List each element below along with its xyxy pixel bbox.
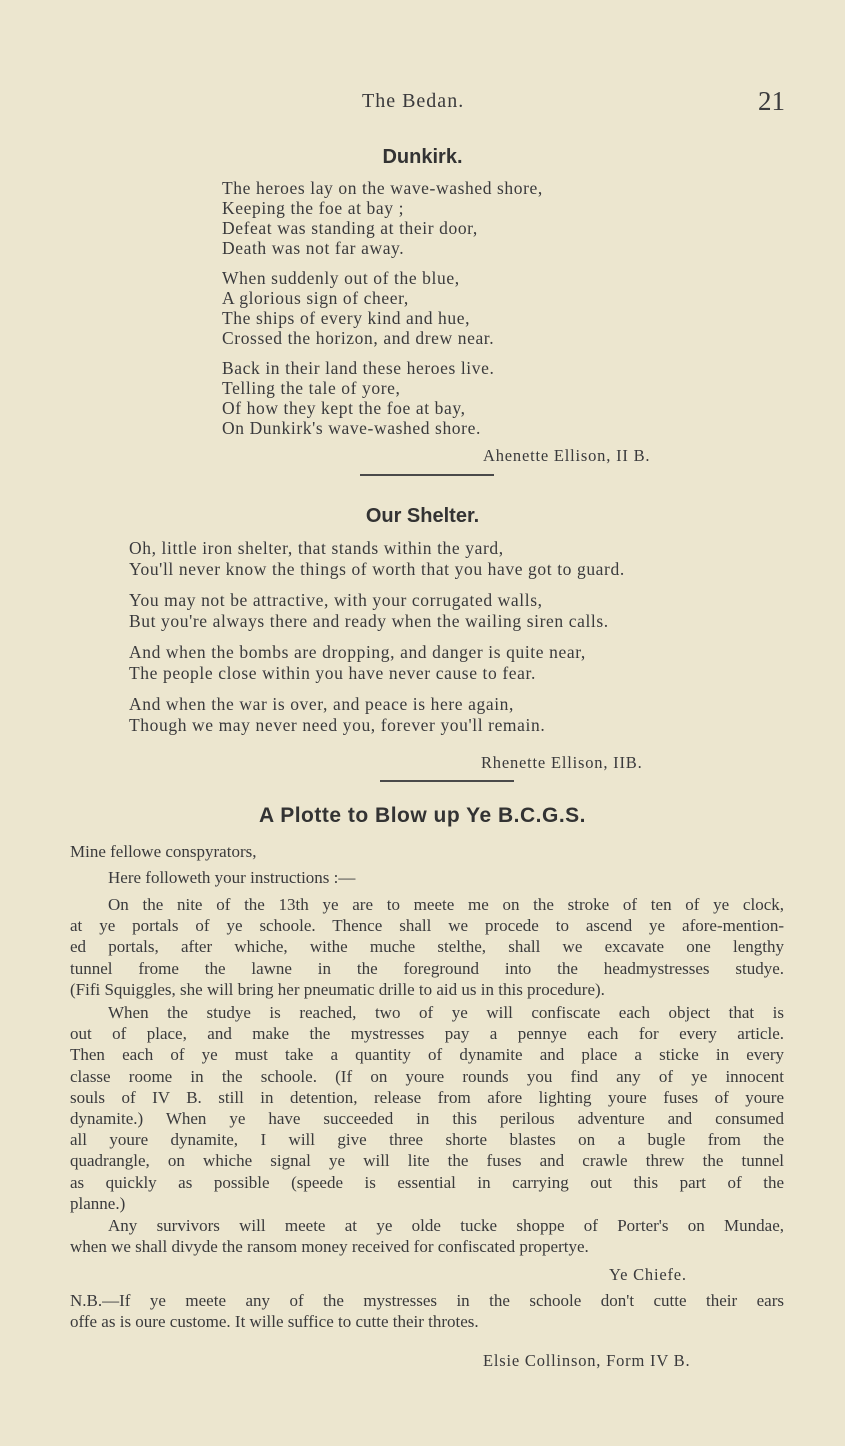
text-line: offe as is oure custome. It wille suffice to cutte their throtes. [70, 1312, 479, 1332]
section-divider [360, 474, 494, 476]
poem-line: A glorious sign of cheer, [222, 288, 409, 308]
text-line: when we shall divyde the ransom money received for confiscated propertye. [70, 1237, 589, 1257]
postscript [70, 1290, 784, 1332]
poem-line: The heroes lay on the wave-washed shore, [222, 178, 543, 198]
stanza [222, 268, 543, 348]
byline-plotte: Elsie Collinson, Form IV B. [483, 1351, 691, 1370]
text-line: (Fifi Squiggles, she will bring her pneumatic drille to aid us in this procedure). [70, 979, 605, 999]
text-line: as quickly as possible (speede is essential in carrying out this part of the [70, 1172, 784, 1192]
text-line: at ye portals of ye schoole. Thence shall we procede to ascend ye afore-mention- [70, 916, 784, 936]
stanza [222, 358, 543, 438]
text-line: tunnel frome the lawne in the foreground into the headmystresses studye. [70, 958, 784, 978]
stanza [129, 590, 625, 632]
poem-line: But you're always there and ready when the wailing siren calls. [129, 611, 609, 631]
signoff: Ye Chiefe. [609, 1265, 687, 1284]
paragraph-3 [70, 1215, 784, 1257]
byline-shelter: Rhenette Ellison, IIB. [481, 753, 643, 772]
poem-line: When suddenly out of the blue, [222, 268, 460, 288]
poem-line: The people close within you have never cause to fear. [129, 663, 536, 683]
page-number: 21 [758, 86, 785, 116]
poem-title-dunkirk: Dunkirk. [382, 146, 463, 168]
text-line: ed portals, after whiche, withe muche stelthe, shall we excavate one lengthy [70, 937, 784, 957]
stanza [129, 642, 625, 684]
text-line: classe roome in the schoole. (If on youre rounds you find any of ye innocent [70, 1066, 784, 1086]
stanza [129, 538, 625, 580]
poem-line: Defeat was standing at their door, [222, 218, 478, 238]
text-line: On the nite of the 13th ye are to meete me on the stroke of ten of ye clock, [108, 895, 784, 914]
stanza [222, 178, 543, 258]
text-line: Any survivors will meete at ye olde tucke shoppe of Porter's on Mundae, [108, 1216, 784, 1235]
poem-line: Back in their land these heroes live. [222, 358, 495, 378]
poem-line: You'll never know the things of worth that you have got to guard. [129, 559, 625, 579]
poem-line: You may not be attractive, with your corrugated walls, [129, 590, 543, 610]
text-line: Then each of ye must take a quantity of dynamite and place a sticke in every [70, 1045, 784, 1065]
text-line: N.B.—If ye meete any of the mystresses in the schoole don't cutte their ears [70, 1291, 784, 1310]
poem-line: Telling the tale of yore, [222, 378, 401, 398]
text-line: souls of IV B. still in detention, release from afore lighting youre fuses of youre [70, 1087, 784, 1107]
text-line: all youre dynamite, I will give three shorte blastes on a bugle from the [70, 1130, 784, 1150]
article-title-plotte: A Plotte to Blow up Ye B.C.G.S. [258, 804, 587, 827]
poem-line: On Dunkirk's wave-washed shore. [222, 418, 481, 438]
poem-line: Death was not far away. [222, 238, 405, 258]
section-divider [380, 780, 514, 782]
text-line: dynamite.) When ye have succeeded in this perilous adventure and consumed [70, 1109, 784, 1129]
salutation: Mine fellowe conspyrators, [70, 842, 257, 861]
poem-line: Though we may never need you, forever you'll remain. [129, 715, 546, 735]
text-line: quadrangle, on whiche signal ye will lite the fuses and crawle threw the tunnel [70, 1151, 784, 1171]
poem-line: The ships of every kind and hue, [222, 308, 471, 328]
paragraph-1 [70, 894, 784, 1000]
poem-line: And when the war is over, and peace is here again, [129, 694, 514, 714]
poem-line: Keeping the foe at bay ; [222, 198, 405, 218]
poem-line: Oh, little iron shelter, that stands within the yard, [129, 538, 504, 558]
stanza [129, 694, 625, 736]
running-header [0, 86, 845, 122]
journal-title: The Bedan. [362, 90, 465, 112]
poem-title-shelter: Our Shelter. [365, 505, 480, 527]
poem-line: Crossed the horizon, and drew near. [222, 328, 495, 348]
text-line: planne.) [70, 1193, 126, 1213]
byline-dunkirk: Ahenette Ellison, II B. [483, 446, 651, 465]
poem-dunkirk [222, 178, 543, 448]
text-line: out of place, and make the mystresses pay a pennye each for every article. [70, 1024, 784, 1044]
intro-line: Here followeth your instructions :— [108, 868, 356, 887]
poem-line: Of how they kept the foe at bay, [222, 398, 466, 418]
text-line: When the studye is reached, two of ye will confiscate each object that is [108, 1003, 784, 1022]
poem-line: And when the bombs are dropping, and danger is quite near, [129, 642, 586, 662]
poem-shelter [129, 538, 625, 746]
paragraph-2 [70, 1002, 784, 1214]
